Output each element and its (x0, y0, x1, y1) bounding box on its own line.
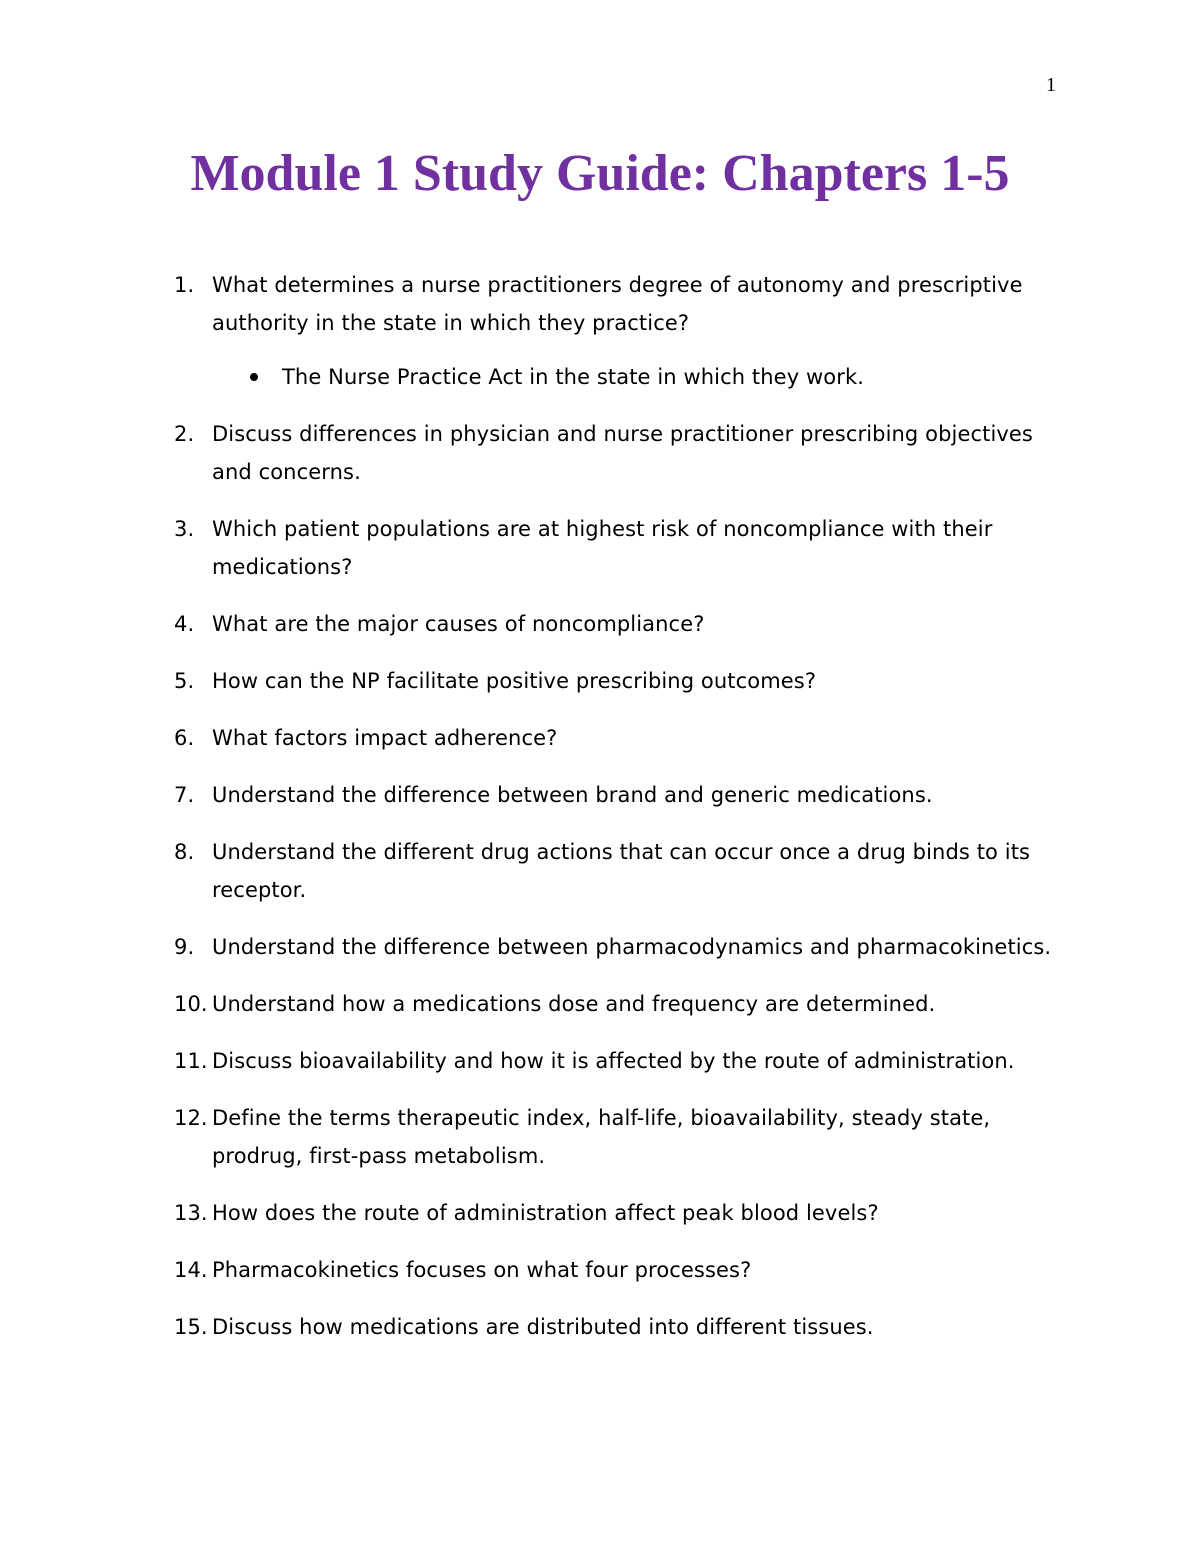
study-question (174, 605, 1074, 643)
question-text: Discuss how medications are distributed into different tissues. (212, 1315, 874, 1339)
question-text: Which patient populations are at highest risk of noncompliance with their medications? (212, 517, 993, 579)
study-question (174, 1251, 1074, 1289)
question-text: What are the major causes of noncompliance? (212, 612, 705, 636)
study-question (174, 985, 1074, 1023)
question-text: Discuss bioavailability and how it is affected by the route of administration. (212, 1049, 1015, 1073)
study-question (174, 719, 1074, 757)
study-question-list (174, 266, 1074, 1365)
study-question (174, 510, 1074, 586)
question-number: 11. (174, 1049, 208, 1073)
question-number: 15. (174, 1315, 208, 1339)
answer-bullet-text: The Nurse Practice Act in the state in which they work. (282, 365, 864, 389)
study-question (174, 928, 1074, 966)
study-question (174, 1194, 1074, 1232)
question-number: 6. (174, 726, 195, 750)
question-number: 9. (174, 935, 195, 959)
answer-bullet-list (212, 358, 1074, 396)
page-number: 1 (1046, 74, 1056, 96)
page-title: Module 1 Study Guide: Chapters 1-5 (190, 145, 1010, 202)
study-question (174, 776, 1074, 814)
study-question (174, 662, 1074, 700)
answer-bullet (244, 358, 1074, 396)
question-number: 13. (174, 1201, 208, 1225)
question-number: 10. (174, 992, 208, 1016)
question-text: Understand the different drug actions that can occur once a drug binds to its receptor. (212, 840, 1031, 902)
question-text: Understand the difference between pharmacodynamics and pharmacokinetics. (212, 935, 1052, 959)
study-question (174, 1042, 1074, 1080)
question-text: Discuss differences in physician and nurse practitioner prescribing objectives and concerns. (212, 422, 1033, 484)
study-question (174, 1099, 1074, 1175)
question-text: How can the NP facilitate positive prescribing outcomes? (212, 669, 817, 693)
study-question (174, 833, 1074, 909)
question-number: 4. (174, 612, 195, 636)
question-number: 3. (174, 517, 195, 541)
question-text: How does the route of administration affect peak blood levels? (212, 1201, 879, 1225)
question-number: 14. (174, 1258, 208, 1282)
question-text: Understand the difference between brand and generic medications. (212, 783, 933, 807)
study-question (174, 266, 1074, 396)
question-text: What factors impact adherence? (212, 726, 558, 750)
question-number: 7. (174, 783, 195, 807)
study-question (174, 415, 1074, 491)
question-text: Define the terms therapeutic index, half-life, bioavailability, steady state, prodrug, first-pass metabolism. (212, 1106, 991, 1168)
question-text: Understand how a medications dose and frequency are determined. (212, 992, 936, 1016)
study-question (174, 1308, 1074, 1346)
question-text: Pharmacokinetics focuses on what four processes? (212, 1258, 752, 1282)
question-number: 8. (174, 840, 195, 864)
question-number: 5. (174, 669, 195, 693)
question-number: 1. (174, 273, 195, 297)
question-text: What determines a nurse practitioners degree of autonomy and prescriptive authority in the state in which they practice? (212, 273, 1023, 335)
bullet-dot-icon (250, 373, 258, 381)
question-number: 2. (174, 422, 195, 446)
question-number: 12. (174, 1106, 208, 1130)
